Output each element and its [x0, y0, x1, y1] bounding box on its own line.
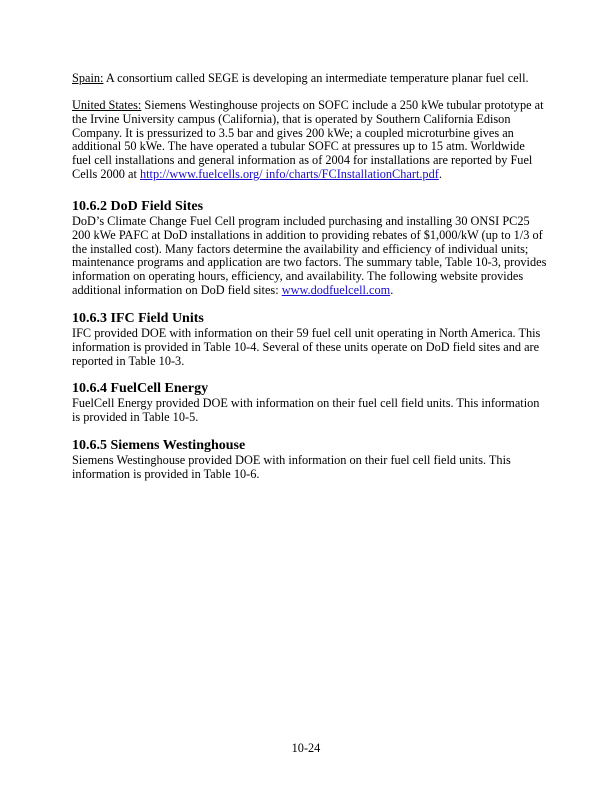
- text-line: Siemens Westinghouse provided DOE with information on their fuel cell field units. This: [72, 453, 511, 467]
- period: .: [438, 166, 442, 181]
- us-label: United States:: [72, 98, 142, 112]
- text-line: maintenance programs and application are two factors. The summary table, Table 10-3, provides: [72, 255, 547, 270]
- spain-label: Spain:: [72, 71, 104, 85]
- page-number: 10-24: [291, 741, 321, 755]
- text-line: DoD’s Climate Change Fuel Cell program included purchasing and installing 30 ONSI PC25: [72, 214, 530, 228]
- fuelcells-link[interactable]: http://www.fuelcells.org/ info/charts/FCInstallationChart.pdf: [139, 166, 439, 181]
- text-line: IFC provided DOE with information on their 59 fuel cell unit operating in North America. This: [72, 326, 541, 340]
- spain-text: A consortium called SEGE is developing an intermediate temperature planar fuel cell.: [103, 71, 529, 85]
- fce-section: [72, 381, 552, 425]
- text-line: Cells 2000 at: [72, 166, 140, 181]
- text-line: reported in Table 10-3.: [72, 353, 185, 368]
- spain-paragraph: [72, 72, 552, 86]
- dod-section: [72, 199, 552, 298]
- dodfuelcell-link[interactable]: www.dodfuelcell.com: [281, 282, 391, 297]
- text-line: information is provided in Table 10-6.: [72, 466, 260, 481]
- ifc-section: [72, 311, 552, 368]
- section-heading: 10.6.5 Siemens Westinghouse: [72, 438, 246, 453]
- text-line: additional information on DoD field sites:: [72, 282, 282, 297]
- text-line: 200 kWe PAFC at DoD installations in addition to providing rebates of $1,000/kW (up to 1/3 of: [72, 227, 543, 242]
- section-heading: 10.6.3 IFC Field Units: [72, 311, 204, 326]
- us-paragraph: [72, 99, 552, 182]
- period: .: [390, 282, 394, 297]
- text-line: information is provided in Table 10-4. Several of these units operate on DoD field sites and are: [72, 339, 540, 354]
- text-line: FuelCell Energy provided DOE with information on their fuel cell field units. This information: [72, 396, 540, 410]
- text-line: Siemens Westinghouse projects on SOFC include a 250 kWe tubular prototype at: [141, 98, 544, 112]
- section-heading: 10.6.2 DoD Field Sites: [72, 199, 204, 214]
- text-line: Company. It is pressurized to 3.5 bar and gives 200 kWe; a coupled microturbine gives an: [72, 125, 514, 140]
- sw-section: [72, 438, 552, 482]
- text-line: fuel cell installations and general information as of 2004 for installations are reported by Fuel: [72, 153, 533, 168]
- section-heading: 10.6.4 FuelCell Energy: [72, 381, 209, 396]
- text-line: is provided in Table 10-5.: [72, 409, 199, 424]
- text-line: the installed cost). Many factors determine the availability and efficiency of individual units;: [72, 241, 529, 256]
- text-line: the Irvine University campus (California), that is operated by Southern California Edison: [72, 111, 511, 126]
- text-line: information on operating hours, efficiency, and availability. The following website provides: [72, 269, 524, 284]
- text-line: additional 50 kWe. The have operated a tubular SOFC at pressures up to 15 atm. Worldwide: [72, 139, 525, 154]
